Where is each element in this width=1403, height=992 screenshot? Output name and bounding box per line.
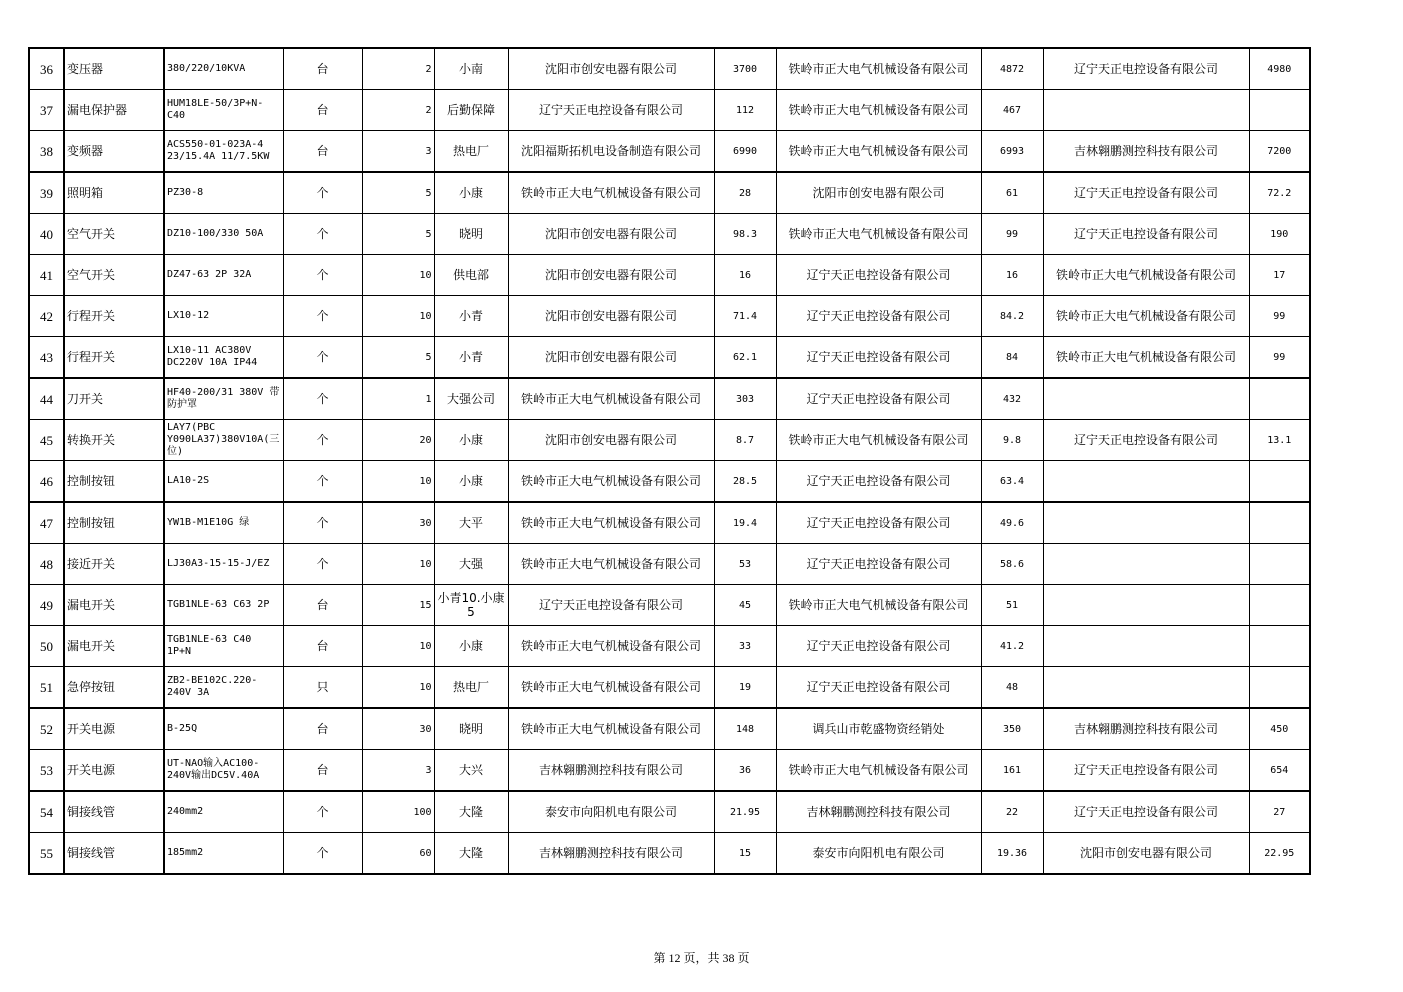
- price-2: 19.36: [981, 833, 1043, 875]
- supplier-1: 辽宁天正电控设备有限公司: [508, 585, 714, 626]
- table-row: [29, 90, 1310, 131]
- price-1: 19: [714, 667, 776, 709]
- item-model: ZB2-BE102C.220-240V 3A: [164, 667, 283, 709]
- supplier-1: 沈阳市创安电器有限公司: [508, 296, 714, 337]
- item-model: HF40-200/31 380V 带防护罩: [164, 378, 283, 420]
- item-name: 刀开关: [64, 378, 164, 420]
- price-2: 48: [981, 667, 1043, 709]
- requesting-dept: 小青10.小康5: [434, 585, 508, 626]
- item-model: UT-NAO输入AC100-240V输出DC5V.40A: [164, 750, 283, 792]
- price-3: [1249, 667, 1310, 709]
- supplier-1: 铁岭市正大电气机械设备有限公司: [508, 626, 714, 667]
- supplier-2: 辽宁天正电控设备有限公司: [776, 626, 981, 667]
- requesting-dept: 小青: [434, 337, 508, 379]
- price-3: [1249, 585, 1310, 626]
- item-name: 转换开关: [64, 420, 164, 461]
- price-3: [1249, 544, 1310, 585]
- price-3: 99: [1249, 296, 1310, 337]
- table-row: [29, 708, 1310, 750]
- requesting-dept: 大平: [434, 502, 508, 544]
- item-unit: 个: [283, 461, 362, 503]
- price-2: 16: [981, 255, 1043, 296]
- item-quantity: 5: [362, 337, 434, 379]
- supplier-2: 辽宁天正电控设备有限公司: [776, 255, 981, 296]
- price-2: 51: [981, 585, 1043, 626]
- price-2: 6993: [981, 131, 1043, 173]
- item-quantity: 10: [362, 667, 434, 709]
- supplier-1: 泰安市向阳机电有限公司: [508, 791, 714, 833]
- price-1: 28: [714, 172, 776, 214]
- supplier-3: [1043, 626, 1249, 667]
- supplier-1: 沈阳市创安电器有限公司: [508, 214, 714, 255]
- supplier-3: 辽宁天正电控设备有限公司: [1043, 172, 1249, 214]
- item-model: TGB1NLE-63 C63 2P: [164, 585, 283, 626]
- item-name: 漏电保护器: [64, 90, 164, 131]
- item-quantity: 10: [362, 296, 434, 337]
- table-row: [29, 337, 1310, 379]
- item-quantity: 60: [362, 833, 434, 875]
- supplier-3: [1043, 90, 1249, 131]
- requesting-dept: 小青: [434, 296, 508, 337]
- item-model: 240mm2: [164, 791, 283, 833]
- supplier-3: [1043, 544, 1249, 585]
- supplier-1: 铁岭市正大电气机械设备有限公司: [508, 502, 714, 544]
- price-1: 36: [714, 750, 776, 792]
- supplier-3: [1043, 378, 1249, 420]
- requesting-dept: 晓明: [434, 214, 508, 255]
- price-3: 7200: [1249, 131, 1310, 173]
- item-name: 急停按钮: [64, 667, 164, 709]
- price-2: 99: [981, 214, 1043, 255]
- price-2: 350: [981, 708, 1043, 750]
- item-unit: 个: [283, 544, 362, 585]
- price-3: [1249, 461, 1310, 503]
- price-3: 450: [1249, 708, 1310, 750]
- price-2: 9.8: [981, 420, 1043, 461]
- table-row: [29, 420, 1310, 461]
- supplier-2: 辽宁天正电控设备有限公司: [776, 296, 981, 337]
- row-number: 48: [29, 544, 64, 585]
- price-1: 33: [714, 626, 776, 667]
- item-name: 控制按钮: [64, 461, 164, 503]
- supplier-1: 沈阳市创安电器有限公司: [508, 420, 714, 461]
- table-row: [29, 502, 1310, 544]
- row-number: 36: [29, 48, 64, 90]
- price-2: 432: [981, 378, 1043, 420]
- row-number: 39: [29, 172, 64, 214]
- supplier-2: 铁岭市正大电气机械设备有限公司: [776, 585, 981, 626]
- supplier-1: 铁岭市正大电气机械设备有限公司: [508, 378, 714, 420]
- item-model: ACS550-01-023A-4 23/15.4A 11/7.5KW: [164, 131, 283, 173]
- requesting-dept: 热电厂: [434, 131, 508, 173]
- item-quantity: 3: [362, 131, 434, 173]
- price-2: 63.4: [981, 461, 1043, 503]
- item-quantity: 20: [362, 420, 434, 461]
- supplier-1: 沈阳市创安电器有限公司: [508, 48, 714, 90]
- price-2: 49.6: [981, 502, 1043, 544]
- item-name: 行程开关: [64, 296, 164, 337]
- price-1: 148: [714, 708, 776, 750]
- item-name: 变频器: [64, 131, 164, 173]
- requesting-dept: 后勤保障: [434, 90, 508, 131]
- requesting-dept: 大隆: [434, 833, 508, 875]
- row-number: 53: [29, 750, 64, 792]
- supplier-3: [1043, 502, 1249, 544]
- requesting-dept: 晓明: [434, 708, 508, 750]
- item-quantity: 30: [362, 502, 434, 544]
- price-2: 4872: [981, 48, 1043, 90]
- table-row: [29, 461, 1310, 503]
- item-quantity: 15: [362, 585, 434, 626]
- supplier-3: 辽宁天正电控设备有限公司: [1043, 791, 1249, 833]
- supplier-1: 沈阳市创安电器有限公司: [508, 337, 714, 379]
- supplier-2: 铁岭市正大电气机械设备有限公司: [776, 131, 981, 173]
- row-number: 46: [29, 461, 64, 503]
- requesting-dept: 热电厂: [434, 667, 508, 709]
- supplier-3: [1043, 667, 1249, 709]
- requesting-dept: 供电部: [434, 255, 508, 296]
- item-model: LA10-2S: [164, 461, 283, 503]
- table-row: [29, 791, 1310, 833]
- item-unit: 个: [283, 420, 362, 461]
- supplier-1: 吉林翱鹏测控科技有限公司: [508, 833, 714, 875]
- price-2: 58.6: [981, 544, 1043, 585]
- item-unit: 个: [283, 791, 362, 833]
- item-unit: 台: [283, 750, 362, 792]
- row-number: 54: [29, 791, 64, 833]
- supplier-1: 铁岭市正大电气机械设备有限公司: [508, 461, 714, 503]
- supplier-1: 沈阳福斯拓机电设备制造有限公司: [508, 131, 714, 173]
- item-unit: 个: [283, 172, 362, 214]
- item-quantity: 1: [362, 378, 434, 420]
- price-2: 161: [981, 750, 1043, 792]
- requesting-dept: 小康: [434, 626, 508, 667]
- table-row: [29, 214, 1310, 255]
- supplier-2: 辽宁天正电控设备有限公司: [776, 461, 981, 503]
- supplier-2: 铁岭市正大电气机械设备有限公司: [776, 48, 981, 90]
- item-name: 变压器: [64, 48, 164, 90]
- requesting-dept: 大强: [434, 544, 508, 585]
- supplier-2: 泰安市向阳机电有限公司: [776, 833, 981, 875]
- item-model: HUM18LE-50/3P+N-C40: [164, 90, 283, 131]
- price-3: 72.2: [1249, 172, 1310, 214]
- price-3: 27: [1249, 791, 1310, 833]
- item-model: TGB1NLE-63 C40 1P+N: [164, 626, 283, 667]
- row-number: 50: [29, 626, 64, 667]
- supplier-3: 铁岭市正大电气机械设备有限公司: [1043, 296, 1249, 337]
- price-1: 98.3: [714, 214, 776, 255]
- row-number: 37: [29, 90, 64, 131]
- price-1: 45: [714, 585, 776, 626]
- supplier-2: 辽宁天正电控设备有限公司: [776, 667, 981, 709]
- requesting-dept: 小康: [434, 172, 508, 214]
- row-number: 44: [29, 378, 64, 420]
- supplier-1: 铁岭市正大电气机械设备有限公司: [508, 172, 714, 214]
- page-footer: 第 12 页，共 38 页: [653, 951, 750, 965]
- item-unit: 台: [283, 708, 362, 750]
- table-row: [29, 131, 1310, 173]
- supplier-2: 铁岭市正大电气机械设备有限公司: [776, 420, 981, 461]
- price-3: 99: [1249, 337, 1310, 379]
- price-3: 13.1: [1249, 420, 1310, 461]
- item-unit: 台: [283, 131, 362, 173]
- item-unit: 个: [283, 214, 362, 255]
- price-2: 467: [981, 90, 1043, 131]
- price-3: [1249, 626, 1310, 667]
- supplier-2: 铁岭市正大电气机械设备有限公司: [776, 214, 981, 255]
- table-row: [29, 378, 1310, 420]
- price-3: [1249, 502, 1310, 544]
- supplier-1: 沈阳市创安电器有限公司: [508, 255, 714, 296]
- price-3: 22.95: [1249, 833, 1310, 875]
- item-unit: 台: [283, 585, 362, 626]
- supplier-2: 吉林翱鹏测控科技有限公司: [776, 791, 981, 833]
- supplier-1: 吉林翱鹏测控科技有限公司: [508, 750, 714, 792]
- table-row: [29, 585, 1310, 626]
- item-name: 开关电源: [64, 708, 164, 750]
- item-name: 漏电开关: [64, 626, 164, 667]
- row-number: 47: [29, 502, 64, 544]
- item-model: DZ10-100/330 50A: [164, 214, 283, 255]
- price-1: 28.5: [714, 461, 776, 503]
- procurement-price-table: [28, 47, 1311, 875]
- item-quantity: 2: [362, 90, 434, 131]
- price-1: 19.4: [714, 502, 776, 544]
- price-1: 303: [714, 378, 776, 420]
- supplier-3: 铁岭市正大电气机械设备有限公司: [1043, 337, 1249, 379]
- price-2: 61: [981, 172, 1043, 214]
- supplier-2: 沈阳市创安电器有限公司: [776, 172, 981, 214]
- item-model: YW1B-M1E10G 绿: [164, 502, 283, 544]
- price-3: 17: [1249, 255, 1310, 296]
- supplier-2: 铁岭市正大电气机械设备有限公司: [776, 750, 981, 792]
- supplier-3: 辽宁天正电控设备有限公司: [1043, 48, 1249, 90]
- row-number: 38: [29, 131, 64, 173]
- supplier-3: 辽宁天正电控设备有限公司: [1043, 214, 1249, 255]
- price-3: 190: [1249, 214, 1310, 255]
- price-1: 8.7: [714, 420, 776, 461]
- row-number: 41: [29, 255, 64, 296]
- item-quantity: 10: [362, 626, 434, 667]
- item-unit: 台: [283, 626, 362, 667]
- row-number: 49: [29, 585, 64, 626]
- item-model: B-25Q: [164, 708, 283, 750]
- item-name: 空气开关: [64, 214, 164, 255]
- item-unit: 个: [283, 378, 362, 420]
- requesting-dept: 小南: [434, 48, 508, 90]
- table-row: [29, 544, 1310, 585]
- row-number: 52: [29, 708, 64, 750]
- item-model: 185mm2: [164, 833, 283, 875]
- requesting-dept: 大强公司: [434, 378, 508, 420]
- item-unit: 只: [283, 667, 362, 709]
- item-name: 行程开关: [64, 337, 164, 379]
- supplier-1: 铁岭市正大电气机械设备有限公司: [508, 667, 714, 709]
- table-row: [29, 667, 1310, 709]
- supplier-3: [1043, 461, 1249, 503]
- item-model: DZ47-63 2P 32A: [164, 255, 283, 296]
- item-quantity: 5: [362, 172, 434, 214]
- price-3: [1249, 378, 1310, 420]
- item-name: 漏电开关: [64, 585, 164, 626]
- item-unit: 个: [283, 833, 362, 875]
- supplier-3: 沈阳市创安电器有限公司: [1043, 833, 1249, 875]
- supplier-1: 铁岭市正大电气机械设备有限公司: [508, 544, 714, 585]
- row-number: 42: [29, 296, 64, 337]
- item-unit: 个: [283, 255, 362, 296]
- item-unit: 个: [283, 296, 362, 337]
- price-1: 112: [714, 90, 776, 131]
- supplier-2: 辽宁天正电控设备有限公司: [776, 337, 981, 379]
- price-2: 84.2: [981, 296, 1043, 337]
- price-1: 53: [714, 544, 776, 585]
- price-2: 41.2: [981, 626, 1043, 667]
- table-row: [29, 255, 1310, 296]
- item-name: 照明箱: [64, 172, 164, 214]
- table-row: [29, 296, 1310, 337]
- table-row: [29, 833, 1310, 875]
- item-name: 空气开关: [64, 255, 164, 296]
- supplier-3: 铁岭市正大电气机械设备有限公司: [1043, 255, 1249, 296]
- supplier-3: 辽宁天正电控设备有限公司: [1043, 750, 1249, 792]
- item-model: LJ30A3-15-15-J/EZ: [164, 544, 283, 585]
- price-3: [1249, 90, 1310, 131]
- table-row: [29, 750, 1310, 792]
- table-row: [29, 172, 1310, 214]
- price-1: 16: [714, 255, 776, 296]
- row-number: 55: [29, 833, 64, 875]
- price-1: 71.4: [714, 296, 776, 337]
- row-number: 40: [29, 214, 64, 255]
- row-number: 43: [29, 337, 64, 379]
- price-3: 654: [1249, 750, 1310, 792]
- price-3: 4980: [1249, 48, 1310, 90]
- price-1: 21.95: [714, 791, 776, 833]
- supplier-3: 吉林翱鹏测控科技有限公司: [1043, 131, 1249, 173]
- supplier-2: 辽宁天正电控设备有限公司: [776, 378, 981, 420]
- item-quantity: 100: [362, 791, 434, 833]
- supplier-3: [1043, 585, 1249, 626]
- item-model: LAY7(PBC Y090LA37)380V10A(三位): [164, 420, 283, 461]
- supplier-3: 辽宁天正电控设备有限公司: [1043, 420, 1249, 461]
- requesting-dept: 大隆: [434, 791, 508, 833]
- item-quantity: 10: [362, 544, 434, 585]
- supplier-2: 辽宁天正电控设备有限公司: [776, 502, 981, 544]
- price-1: 62.1: [714, 337, 776, 379]
- item-quantity: 30: [362, 708, 434, 750]
- item-model: LX10-11 AC380V DC220V 10A IP44: [164, 337, 283, 379]
- item-quantity: 3: [362, 750, 434, 792]
- item-quantity: 10: [362, 255, 434, 296]
- item-name: 铜接线管: [64, 791, 164, 833]
- price-2: 22: [981, 791, 1043, 833]
- table-row: [29, 48, 1310, 90]
- item-quantity: 2: [362, 48, 434, 90]
- item-model: LX10-12: [164, 296, 283, 337]
- item-quantity: 5: [362, 214, 434, 255]
- price-1: 3700: [714, 48, 776, 90]
- supplier-2: 辽宁天正电控设备有限公司: [776, 544, 981, 585]
- supplier-1: 辽宁天正电控设备有限公司: [508, 90, 714, 131]
- requesting-dept: 大兴: [434, 750, 508, 792]
- row-number: 45: [29, 420, 64, 461]
- supplier-1: 铁岭市正大电气机械设备有限公司: [508, 708, 714, 750]
- item-model: PZ30-8: [164, 172, 283, 214]
- price-1: 6990: [714, 131, 776, 173]
- item-unit: 台: [283, 48, 362, 90]
- item-name: 开关电源: [64, 750, 164, 792]
- supplier-2: 铁岭市正大电气机械设备有限公司: [776, 90, 981, 131]
- item-unit: 台: [283, 90, 362, 131]
- item-name: 接近开关: [64, 544, 164, 585]
- supplier-2: 调兵山市乾盛物资经销处: [776, 708, 981, 750]
- row-number: 51: [29, 667, 64, 709]
- item-quantity: 10: [362, 461, 434, 503]
- price-1: 15: [714, 833, 776, 875]
- requesting-dept: 小康: [434, 461, 508, 503]
- supplier-3: 吉林翱鹏测控科技有限公司: [1043, 708, 1249, 750]
- item-unit: 个: [283, 337, 362, 379]
- item-unit: 个: [283, 502, 362, 544]
- table-row: [29, 626, 1310, 667]
- requesting-dept: 小康: [434, 420, 508, 461]
- price-2: 84: [981, 337, 1043, 379]
- item-name: 铜接线管: [64, 833, 164, 875]
- item-name: 控制按钮: [64, 502, 164, 544]
- item-model: 380/220/10KVA: [164, 48, 283, 90]
